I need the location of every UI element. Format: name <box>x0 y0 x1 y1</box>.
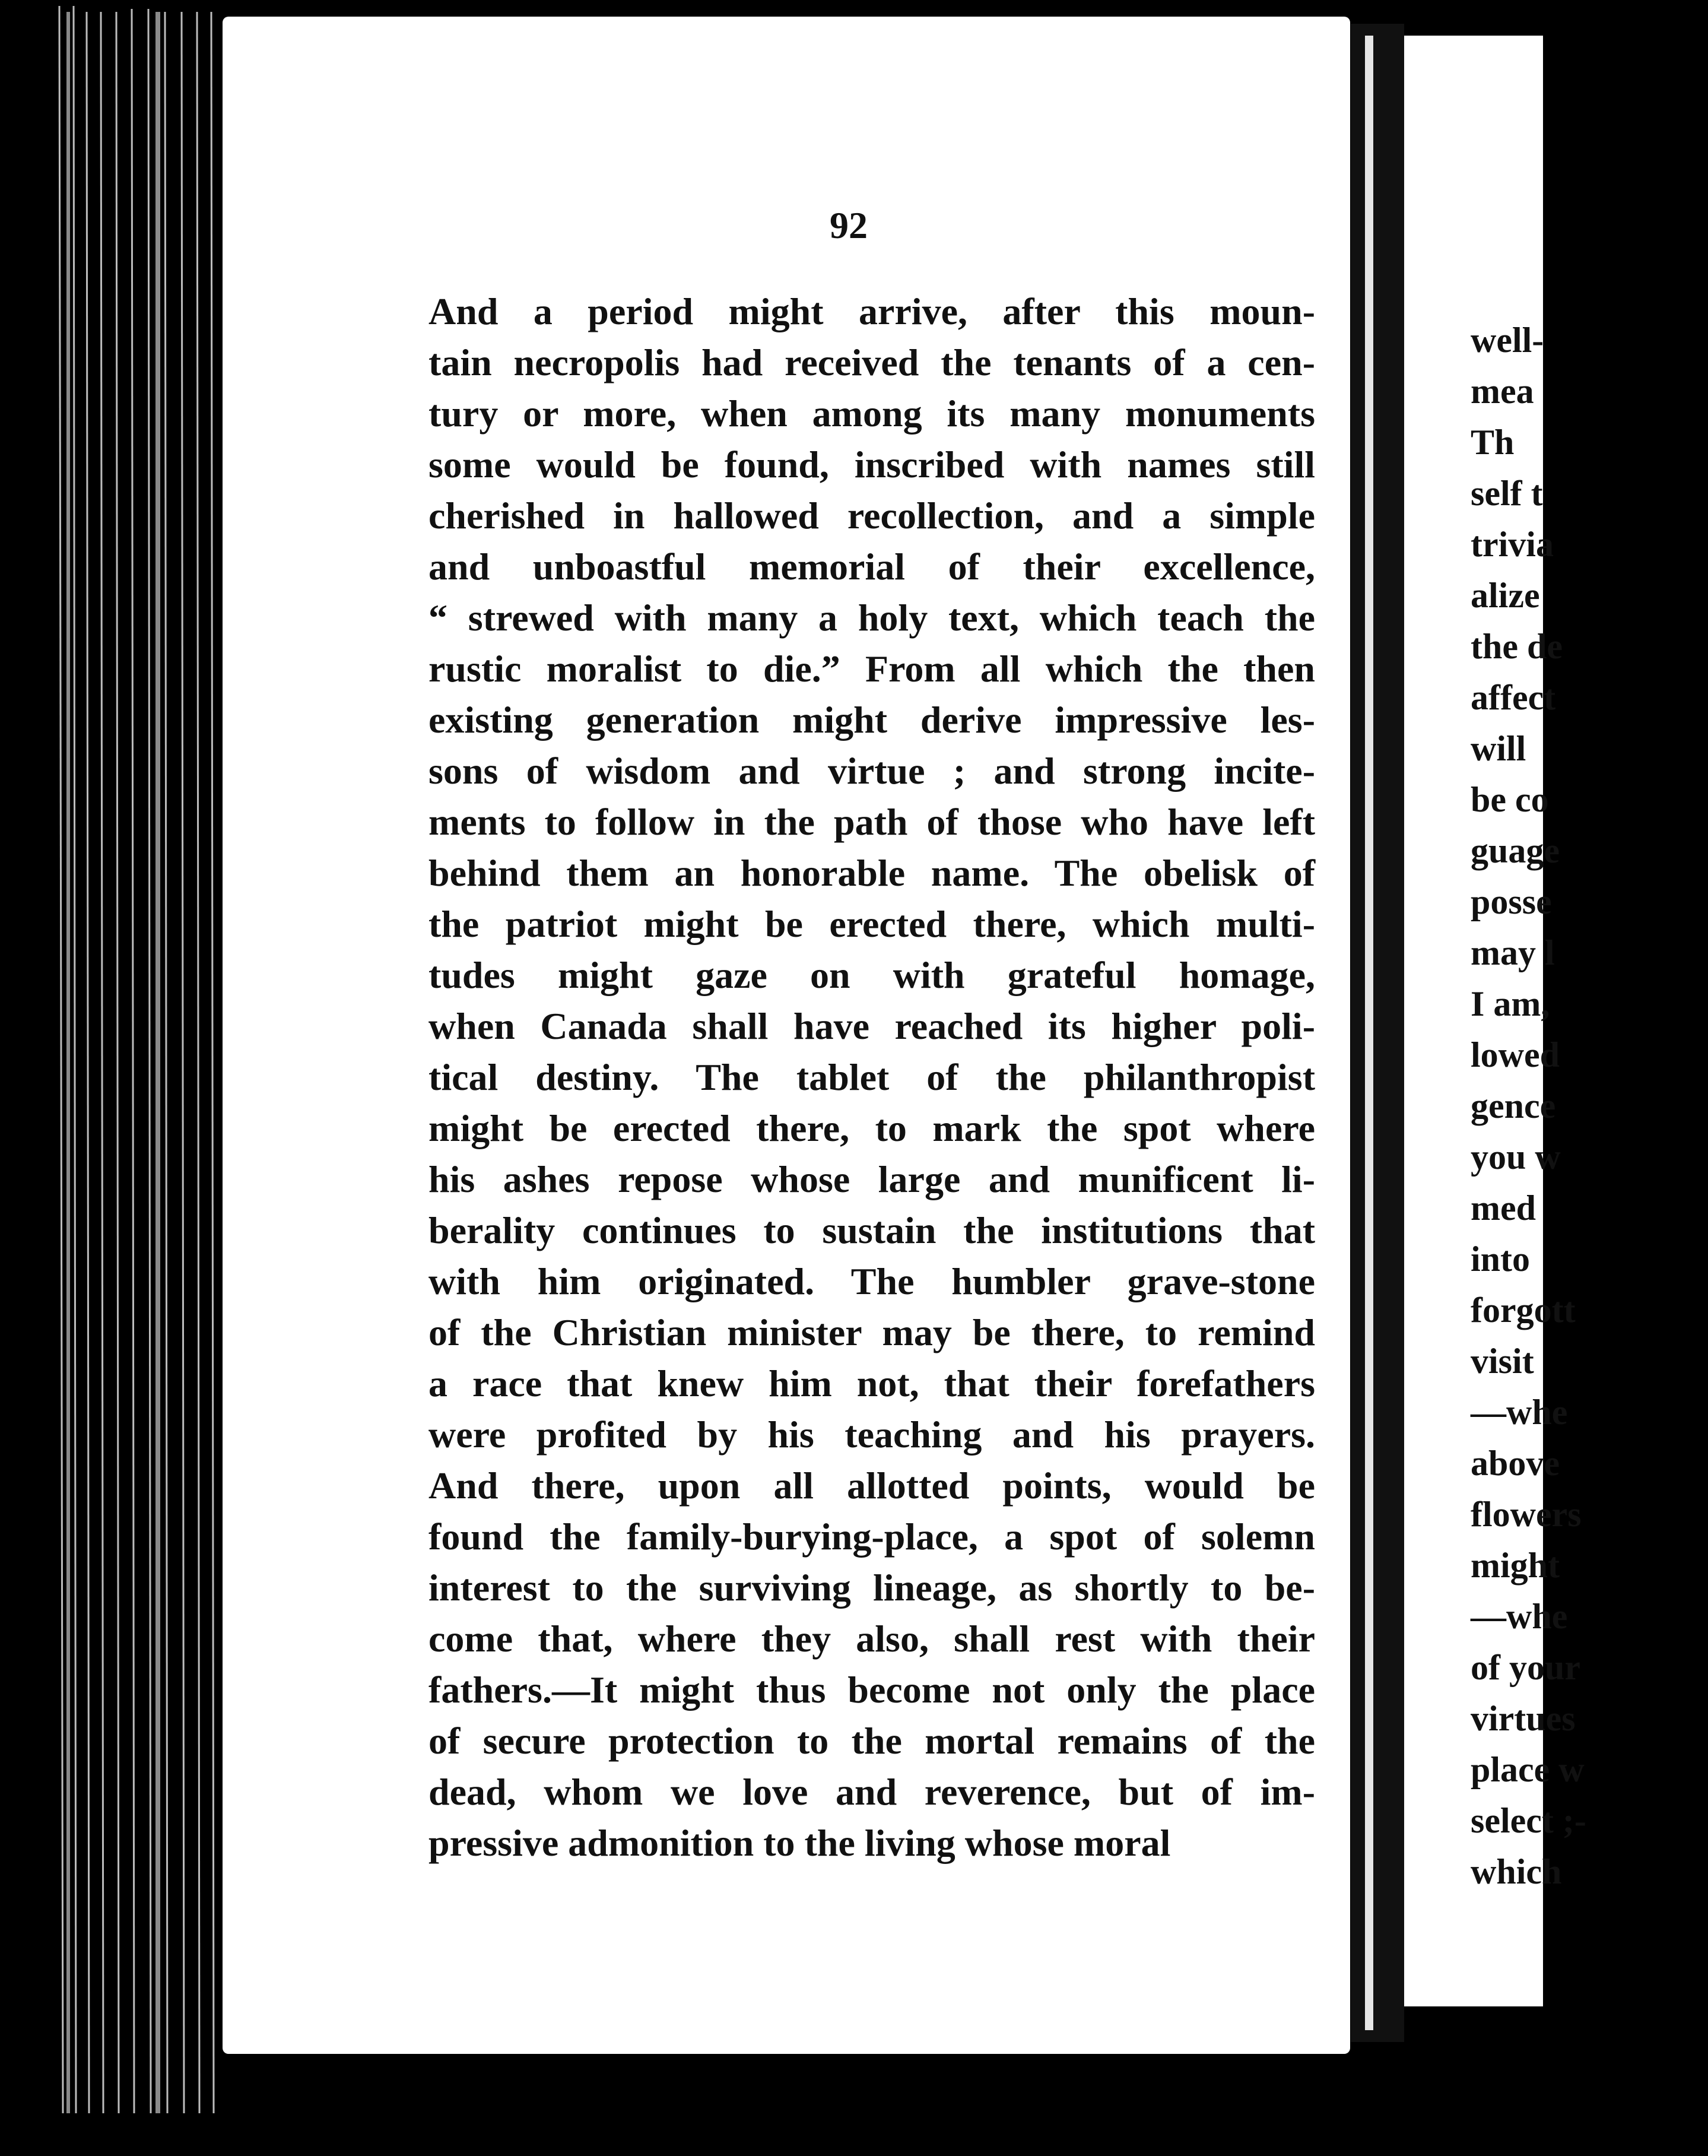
facing-page-fragment <box>1404 36 1586 2006</box>
facing-line: med <box>1471 1188 1536 1228</box>
facing-line: place w <box>1471 1750 1585 1789</box>
facing-line: above <box>1471 1444 1560 1483</box>
text-line: And a period might arrive, after this moun- <box>428 290 1315 332</box>
facing-line: will <box>1471 729 1526 768</box>
text-line: when Canada shall have reached its higher poli- <box>428 1005 1315 1047</box>
text-line: with him originated. The humbler grave-stone <box>428 1260 1315 1302</box>
page-number: 92 <box>830 204 868 246</box>
facing-line: —whe <box>1471 1597 1568 1636</box>
text-line: tury or more, when among its many monuments <box>428 392 1315 435</box>
text-line: pressive admonition to the living whose moral <box>428 1822 1171 1864</box>
facing-line: the de <box>1471 627 1563 666</box>
facing-line: posse <box>1471 882 1552 921</box>
text-line: of the Christian minister may be there, to remind <box>428 1311 1315 1353</box>
facing-line: guage <box>1471 831 1560 870</box>
facing-line: trivia <box>1471 525 1554 564</box>
facing-line: well- <box>1471 321 1544 360</box>
facing-line: you w <box>1471 1137 1561 1177</box>
facing-line: select ;- <box>1471 1801 1586 1840</box>
text-line: rustic moralist to die.” From all which the then <box>428 648 1315 690</box>
facing-line: visit <box>1471 1342 1534 1381</box>
text-line: come that, where they also, shall rest with their <box>428 1618 1315 1660</box>
facing-line: alize <box>1471 576 1540 615</box>
facing-line: gence <box>1471 1086 1556 1125</box>
text-line: the patriot might be erected there, which multi- <box>428 903 1315 945</box>
facing-line: self t <box>1471 474 1543 513</box>
facing-line: flowers <box>1471 1495 1582 1534</box>
text-line: berality continues to sustain the institutions that <box>428 1209 1315 1251</box>
facing-line: which <box>1471 1852 1562 1891</box>
text-line: sons of wisdom and virtue ; and strong incite- <box>428 750 1315 792</box>
facing-page-text <box>1471 315 1708 1897</box>
text-line: ments to follow in the path of those who have left <box>428 801 1315 843</box>
facing-line: forgott <box>1471 1291 1576 1330</box>
text-line: and unboastful memorial of their excellence, <box>428 546 1315 588</box>
facing-line: mea <box>1471 372 1534 411</box>
facing-line: may l <box>1471 933 1555 972</box>
text-line: dead, whom we love and reverence, but of im- <box>428 1771 1315 1813</box>
text-line: some would be found, inscribed with names still <box>428 443 1315 486</box>
text-line: tudes might gaze on with grateful homage, <box>428 954 1315 996</box>
text-line: a race that knew him not, that their forefathers <box>428 1362 1315 1404</box>
facing-line: Th <box>1471 423 1515 462</box>
text-line: fathers.—It might thus become not only the place <box>428 1669 1315 1711</box>
facing-line: lowed <box>1471 1035 1560 1074</box>
text-line: might be erected there, to mark the spot where <box>428 1107 1315 1149</box>
text-line: tain necropolis had received the tenants of a cen- <box>428 341 1315 383</box>
facing-line: I am, <box>1471 984 1550 1023</box>
text-line: of secure protection to the mortal remains of the <box>428 1720 1315 1762</box>
facing-line: into <box>1471 1239 1531 1279</box>
facing-line: virtues <box>1471 1699 1576 1738</box>
text-line: tical destiny. The tablet of the philanthropist <box>428 1056 1315 1098</box>
text-line: his ashes repose whose large and munificent li- <box>428 1158 1315 1200</box>
facing-line: be co <box>1471 780 1549 819</box>
facing-line: —whe <box>1471 1393 1568 1432</box>
text-line: And there, upon all allotted points, would be <box>428 1464 1315 1507</box>
facing-line: affect <box>1471 678 1556 717</box>
text-line: cherished in hallowed recollection, and a simple <box>428 494 1315 537</box>
text-line: “ strewed with many a holy text, which teach the <box>428 597 1315 639</box>
text-line: interest to the surviving lineage, as shortly to be- <box>428 1567 1315 1609</box>
text-line: existing generation might derive impressive les- <box>428 699 1315 741</box>
text-line: behind them an honorable name. The obelisk of <box>428 852 1315 894</box>
text-line: were profited by his teaching and his prayers. <box>428 1413 1315 1456</box>
body-text <box>428 286 1315 1869</box>
text-line: found the family-burying-place, a spot of solemn <box>428 1515 1315 1558</box>
facing-line: of your <box>1471 1648 1580 1687</box>
facing-line: might <box>1471 1546 1560 1585</box>
